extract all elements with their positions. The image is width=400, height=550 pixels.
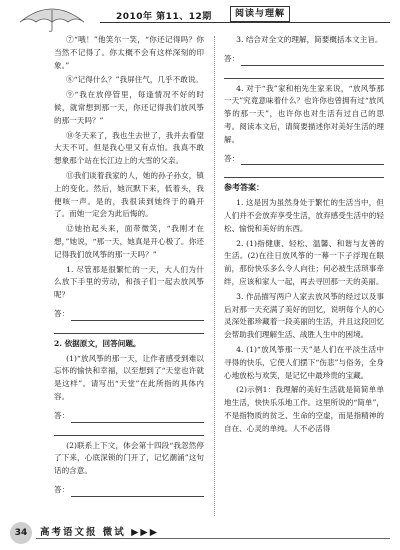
header-rule — [100, 22, 390, 23]
paragraph: ⑦“哦！”他笑尔一笑，“你还记得吗？你当然不记得了。你太概不会有这样深刻的印象。” — [54, 35, 204, 70]
answer-underline — [224, 165, 384, 178]
answer-line — [54, 484, 204, 497]
reference-answer: (2)示例1：我理解的美好生活就是简简单单地生活，快快乐乐地工作。这里所说的“简单”，不是指物质的贫乏、生命的空虚，而是指精神的自在、心灵的单纯。人不必活得 — [224, 385, 384, 433]
paragraph: ⑨“我在放停管里，每逢情况不好的时候，就常想到那一天，你还记得我们放风筝的那一天吗？” — [54, 90, 204, 125]
question-2-2: (2)联系上下文，体会第十四段“我忽然停了下来，心底深锁的门开了，记忆潮涌”这句话的含意。 — [54, 440, 204, 476]
page-footer — [0, 516, 400, 550]
paragraph: ⑩冬天来了，我也生去世了，我并去看望大天不可。但是我心里又有点怕。我真不敢想象那个站在长江边上的大雪的父亲。 — [54, 130, 204, 166]
answer-label: 答： — [54, 410, 70, 420]
left-column — [54, 34, 204, 497]
answer-underline — [224, 66, 384, 79]
answer-underline — [54, 321, 204, 334]
answer-label: 答： — [224, 53, 240, 63]
answer-label: 答： — [54, 484, 70, 494]
question-3: 3. 结合对全文的理解，简要概括本文主旨。 — [236, 35, 383, 44]
umbrella-icon — [16, 2, 88, 32]
reference-answer: 2. (1)指健康、轻松、温馨、和谐与友善的生活。(2)在往日放风筝的一幕一下子浮现在眼前，那份快乐多么令人向往；何必被生活琐事牵绊，应该和家人一起，再去寻回那一天的美丽。 — [224, 238, 384, 286]
answer-underline — [54, 423, 204, 436]
column-divider — [214, 36, 215, 516]
answer-label: 答： — [54, 308, 70, 318]
paragraph: ⑫她抬起头来，面带微笑，“我刚才在想，”她说，“那一天，她真是开心极了。你还记得我们放风筝的那一天吗？” — [54, 224, 204, 259]
answer-underline — [241, 55, 384, 66]
page-header — [0, 0, 400, 34]
answer-line — [54, 410, 204, 423]
issue-label: 2010年 第11、12期 — [116, 12, 212, 22]
answer-underline — [71, 310, 204, 321]
footer-rule — [36, 538, 390, 539]
page-number: 34 — [10, 522, 32, 544]
right-column — [224, 34, 384, 438]
answer-line — [224, 153, 384, 166]
reference-answer: 4. (1)“放风筝那一天”是人们在平淡生活中寻得的快乐，它使人们摆下“伤悲”与俗务，全身心地放松与欢笑，是记忆中最珍贵的宝藏。 — [224, 344, 384, 380]
publication-brand: 高考语文报 微试 ▶▶▶ — [40, 527, 160, 538]
paragraph: ⑪我们谈着我家的人，她的孙子孙女，镇上的变化。然后，她沉默下来，低着头，我便咳一声。是的，我很读到她终于的确开了。而她一定会为此后悔的。 — [54, 170, 204, 219]
question-1: 1. 尽管那是很繁忙的一天，大人们为什么放下手里的劳动，和孩子们一起去放风筝呢？ — [54, 264, 204, 300]
reference-answer: 1. 这是因为虽然身处于繁忙的生活当中，但人们并不会放弃享受生活，放弃感受生活中的轻松、愉悦和美好的东西。 — [224, 198, 384, 233]
answer-label: 答： — [224, 153, 240, 163]
answer-line — [224, 53, 384, 66]
paragraph: ⑧“记得什么？”我屏住气，几乎不敢说。 — [66, 75, 204, 85]
question-2-1: (1)“放风筝的那一天，让作者感受到难以忘怀的愉快和幸福，以至想到了“天堂也许就是这样”。请写出“天堂”在此所指的具体内容。 — [54, 353, 204, 401]
reference-answer: 3. 作品描写两户人家去放风筝的经过以及事后对那一天充满了美好的回忆，说明每个人的心灵深处都珍藏着一段美丽的生活，并且这段回忆会帮助我们理解生活、战胜人生中的困境。 — [224, 291, 384, 340]
answer-underline — [71, 412, 204, 423]
answer-line — [54, 308, 204, 321]
reference-answers-title: 参考答案： — [224, 183, 264, 193]
section-title: 阅读与理解 — [230, 6, 290, 22]
answer-underline — [71, 486, 204, 497]
answer-underline — [241, 154, 384, 165]
question-4: 4. 对于“我”家和柏先生家来说，“放风筝那一天”究竟意味着什么？也许你也曾拥有过“放风筝的那一天”，也许你也对生活有过自己的思考。阅读本文后，请简要描述你对美好生活的理解。 — [224, 83, 384, 144]
question-2: 2. 依据原文，回答问题。 — [54, 338, 141, 348]
